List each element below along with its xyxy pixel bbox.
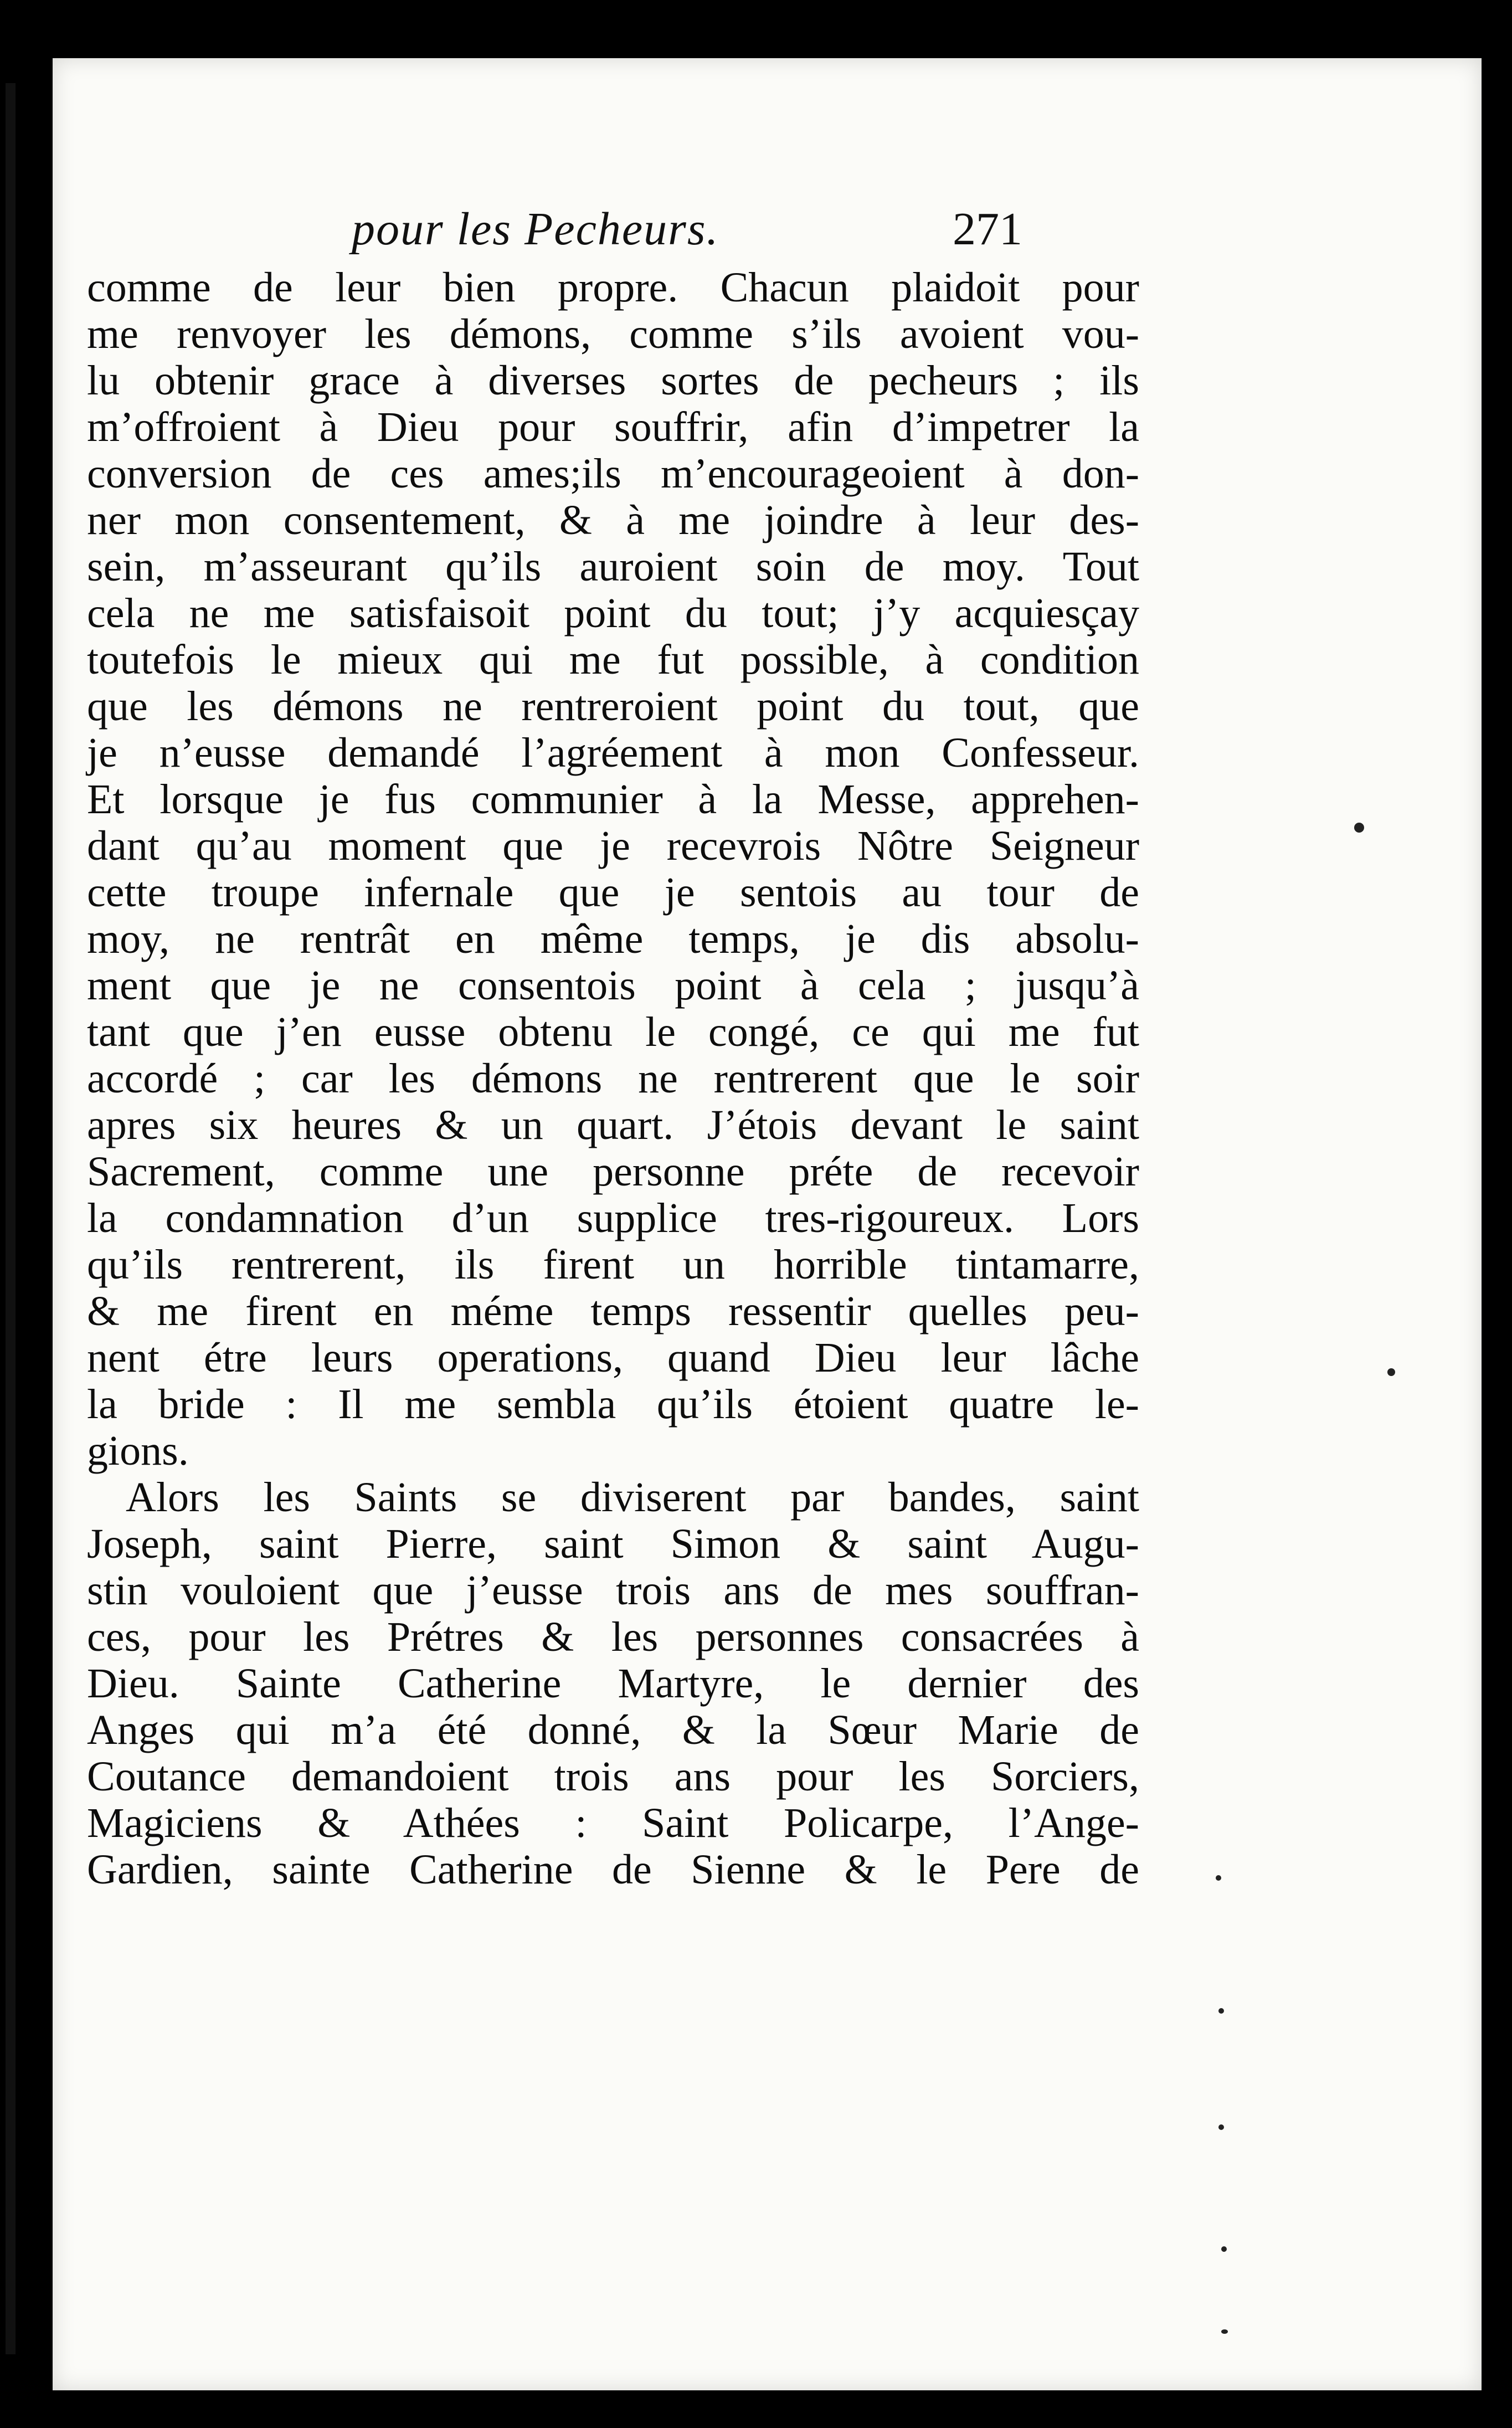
text-line: Gardien, sainte Catherine de Sienne & le Pere de xyxy=(87,1846,1139,1893)
text-line: lu obtenir grace à diverses sortes de pecheurs ; ils xyxy=(87,357,1139,404)
text-line: Et lorsque je fus communier à la Messe, apprehen- xyxy=(87,776,1139,823)
text-line: me renvoyer les démons, comme s’ils avoient vou- xyxy=(87,311,1139,357)
text-line: ces, pour les Prétres & les personnes consacrées à xyxy=(87,1614,1139,1660)
text-line: Anges qui m’a été donné, & la Sœur Marie de xyxy=(87,1707,1139,1753)
text-line: Dieu. Sainte Catherine Martyre, le dernier des xyxy=(87,1660,1139,1707)
book-page xyxy=(53,58,1482,2390)
running-head xyxy=(53,202,1482,269)
page-number: 271 xyxy=(953,203,1022,255)
scan-speck xyxy=(1387,1368,1395,1376)
text-line: nent étre leurs operations, quand Dieu leur lâche xyxy=(87,1334,1139,1381)
text-line: cette troupe infernale que je sentois au tour de xyxy=(87,869,1139,916)
text-line: moy, ne rentrât en même temps, je dis absolu- xyxy=(87,916,1139,962)
scan-speck xyxy=(1354,823,1364,833)
scan-speck xyxy=(1218,2124,1224,2130)
text-line: ner mon consentement, & à me joindre à leur des- xyxy=(87,497,1139,543)
scan-speck xyxy=(1221,2246,1227,2252)
text-line: stin vouloient que j’eusse trois ans de mes souffran- xyxy=(87,1567,1139,1614)
body-text xyxy=(87,264,1139,1893)
text-line: Sacrement, comme une personne préte de recevoir xyxy=(87,1148,1139,1195)
text-line: m’offroient à Dieu pour souffrir, afin d’impetrer la xyxy=(87,404,1139,450)
text-line: conversion de ces ames;ils m’encourageoient à don- xyxy=(87,450,1139,497)
text-line: comme de leur bien propre. Chacun plaidoit pour xyxy=(87,264,1139,311)
text-line: la bride : Il me sembla qu’ils étoient quatre le- xyxy=(87,1381,1139,1428)
text-line: toutefois le mieux qui me fut possible, à condition xyxy=(87,636,1139,683)
text-line: Alors les Saints se diviserent par bandes, saint xyxy=(126,1474,1139,1521)
scan-speck xyxy=(1221,2329,1228,2334)
text-line: accordé ; car les démons ne rentrerent que le soir xyxy=(87,1055,1139,1102)
text-line: apres six heures & un quart. J’étois devant le saint xyxy=(87,1102,1139,1148)
text-line: ment que je ne consentois point à cela ; jusqu’à xyxy=(87,962,1139,1009)
text-line: tant que j’en eusse obtenu le congé, ce qui me fut xyxy=(87,1009,1139,1055)
text-line: gions. xyxy=(87,1428,189,1474)
text-line: Joseph, saint Pierre, saint Simon & saint Augu- xyxy=(87,1521,1139,1567)
text-line: que les démons ne rentreroient point du tout, que xyxy=(87,683,1139,730)
text-line: je n’eusse demandé l’agréement à mon Confesseur. xyxy=(87,730,1139,776)
text-line: cela ne me satisfaisoit point du tout; j’y acquiesçay xyxy=(87,590,1139,636)
scan-speck xyxy=(1218,2008,1224,2014)
text-line: sein, m’asseurant qu’ils auroient soin de moy. Tout xyxy=(87,543,1139,590)
book-gutter-edge xyxy=(6,83,16,2354)
running-title: pour les Pecheurs. xyxy=(352,203,719,255)
scan-speck xyxy=(1216,1875,1221,1881)
text-line: qu’ils rentrerent, ils firent un horrible tintamarre, xyxy=(87,1241,1139,1288)
text-line: la condamnation d’un supplice tres-rigoureux. Lors xyxy=(87,1195,1139,1241)
text-line: Magiciens & Athées : Saint Policarpe, l’Ange- xyxy=(87,1800,1139,1846)
text-line: Coutance demandoient trois ans pour les Sorciers, xyxy=(87,1753,1139,1800)
text-line: & me firent en méme temps ressentir quelles peu- xyxy=(87,1288,1139,1334)
text-line: dant qu’au moment que je recevrois Nôtre Seigneur xyxy=(87,823,1139,869)
